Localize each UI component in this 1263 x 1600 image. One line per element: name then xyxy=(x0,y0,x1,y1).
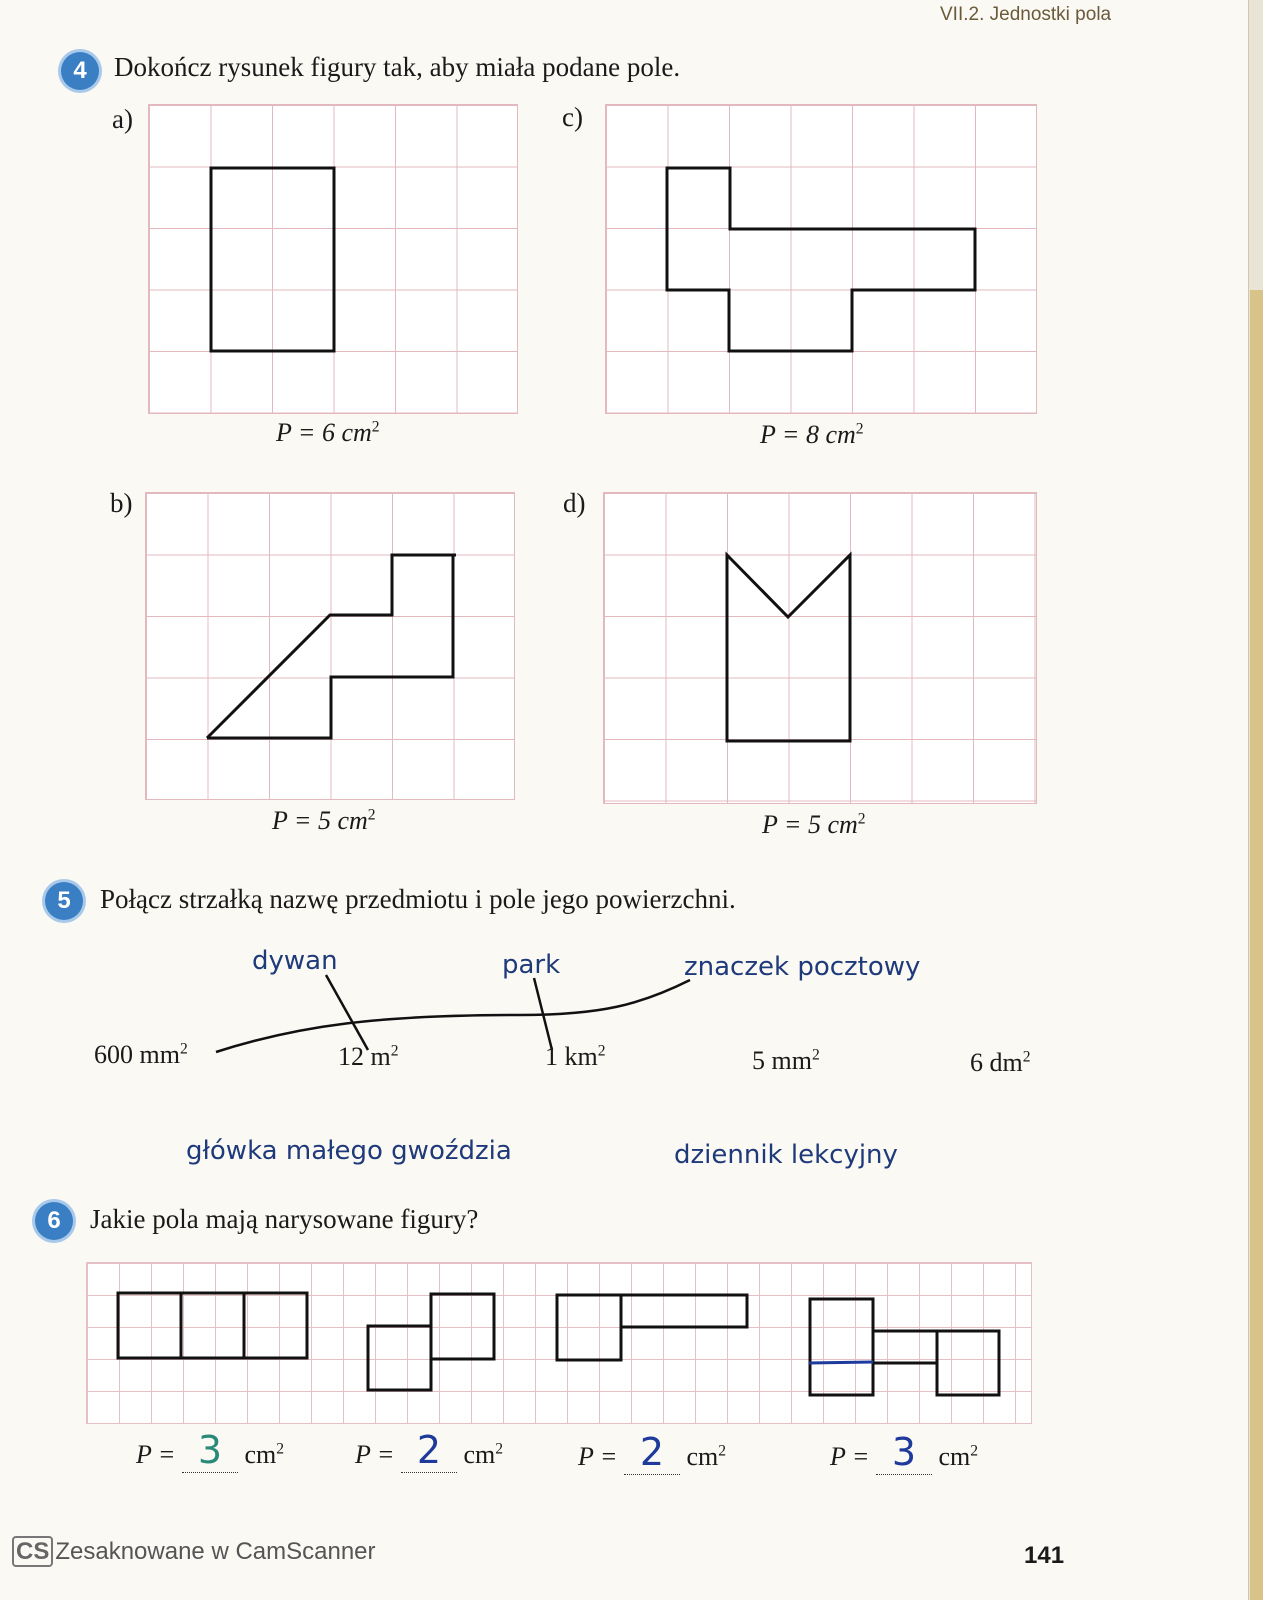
item-dziennik: dziennik lekcyjny xyxy=(674,1140,898,1170)
area-6dm2: 6 $dm^2$ xyxy=(970,1048,1031,1077)
area-1km2: 1 $km^2$ xyxy=(545,1042,606,1071)
area-5mm2: 5 $mm^2$ xyxy=(752,1046,820,1075)
task6-figures xyxy=(87,1263,1031,1423)
camscanner-logo: CS xyxy=(12,1536,53,1567)
item-dywan: dywan xyxy=(252,946,338,976)
task6-answer-1-value: 3 xyxy=(182,1428,238,1473)
task5-number-badge: 5 xyxy=(45,882,83,920)
task4d-label: d) xyxy=(563,488,586,518)
item-park: park xyxy=(502,950,561,980)
task6-number-badge: 6 xyxy=(35,1202,73,1240)
item-glowka-gwozdzia: główka małego gwoździa xyxy=(186,1136,512,1166)
area-600mm2: 600 $mm^2$ xyxy=(94,1040,188,1069)
page-number: 141 xyxy=(1024,1542,1065,1569)
task4-instruction: Dokończ rysunek figury tak, aby miała podane pole. xyxy=(114,52,681,82)
task6-grid xyxy=(86,1262,1032,1424)
task6-answer-2-value: 2 xyxy=(401,1428,457,1473)
task5-instruction: Połącz strzałką nazwę przedmiotu i pole jego powierzchni. xyxy=(100,884,736,914)
task4a-area: P = 6 $cm^2$ xyxy=(276,418,380,447)
task4b-area: P = 5 $cm^2$ xyxy=(272,806,376,835)
section-header: VII.2. Jednostki pola xyxy=(940,4,1112,25)
task4c-label: c) xyxy=(562,102,583,132)
task6-answer-3: P = 2 $cm^2$ xyxy=(578,1430,727,1474)
task6-answer-4: P = 3 $cm^2$ xyxy=(830,1430,979,1474)
task4a-label: a) xyxy=(112,104,133,134)
task6-answer-1: P = 3 $cm^2$ xyxy=(136,1428,285,1472)
task6-answer-2: P = 2 $cm^2$ xyxy=(355,1428,504,1472)
task4-number-badge: 4 xyxy=(61,52,99,90)
task6-answer-4-value: 3 xyxy=(876,1430,932,1475)
task4d-area: P = 5 $cm^2$ xyxy=(762,810,866,839)
camscanner-watermark: CS Zesaknowane w CamScanner xyxy=(12,1538,376,1566)
task4c-area: P = 8 $cm^2$ xyxy=(760,420,864,449)
task6-answer-3-value: 2 xyxy=(624,1430,680,1475)
task4b-label: b) xyxy=(110,488,133,518)
area-12m2: 12 $m^2$ xyxy=(338,1042,399,1071)
task6-instruction: Jakie pola mają narysowane figury? xyxy=(90,1204,479,1234)
item-znaczek: znaczek pocztowy xyxy=(684,952,921,982)
